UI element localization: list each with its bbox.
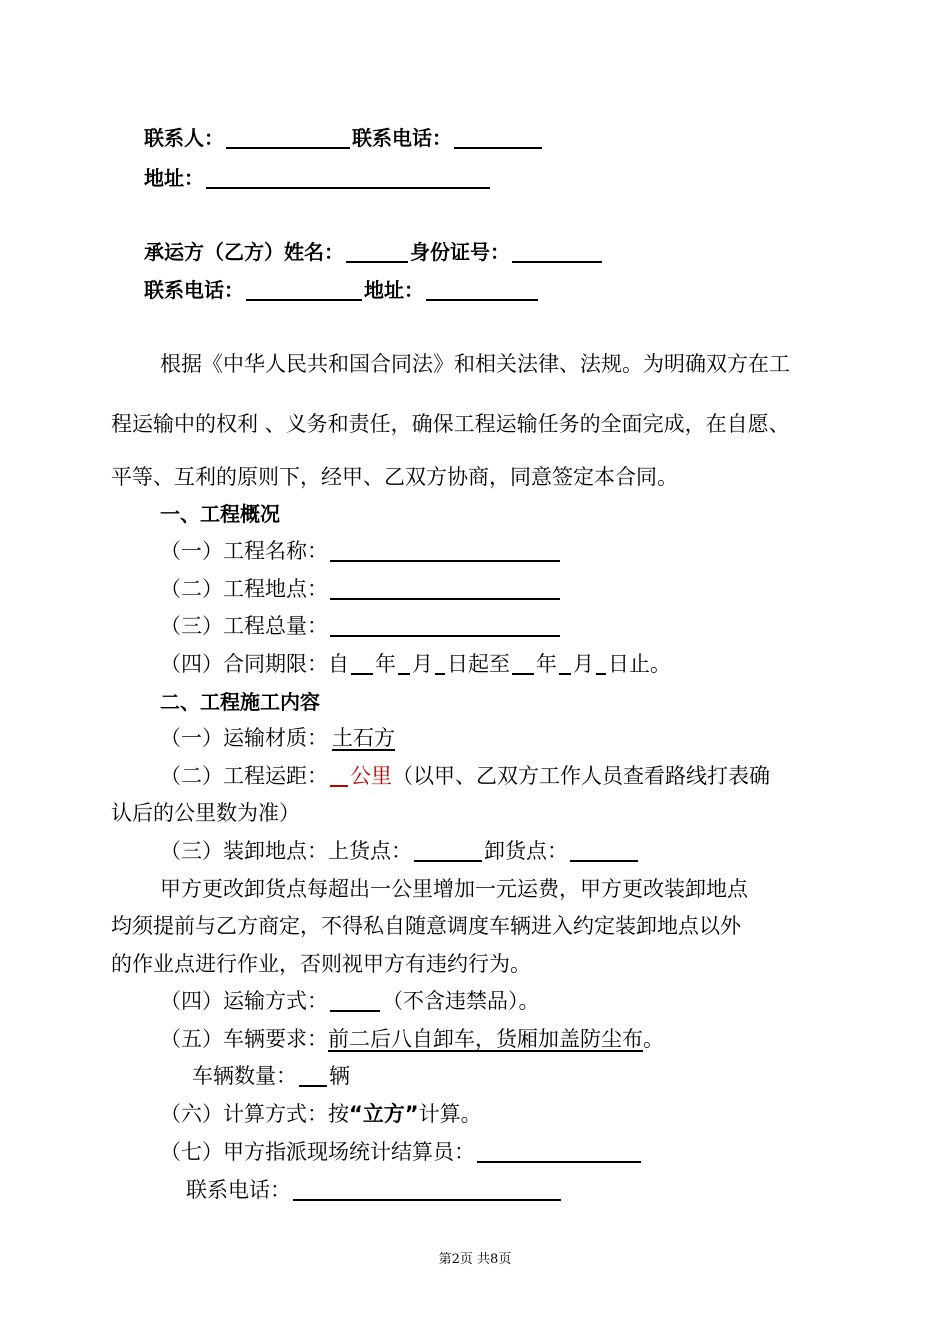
settler-phone-line [186, 1176, 563, 1204]
settler-phone-blank [293, 1179, 561, 1201]
vehicle-count-unit: 辆 [329, 1064, 350, 1088]
project-location-blank [330, 578, 560, 600]
project-volume-label: （三）工程总量： [160, 614, 328, 638]
page-number: 第2页 共8页 [438, 1252, 512, 1267]
carrier-address-label: 地址： [364, 278, 424, 302]
method-blank [330, 990, 380, 1012]
loading-line [160, 837, 640, 865]
change-line-2: 均须提前与乙方商定，不得私自随意调度车辆进入约定装卸地点以外 [111, 914, 741, 938]
party-b-name-line [144, 238, 604, 266]
vehicle-count-blank [299, 1065, 327, 1087]
intro-line-2: 程运输中的权利 、义务和责任，确保工程运输任务的全面完成，在自愿、 [111, 412, 790, 436]
project-volume-line [160, 612, 562, 640]
start-year-blank [351, 653, 373, 675]
phone-blank [454, 127, 542, 149]
distance-label: （二）工程运距： [160, 764, 328, 788]
distance-note: （以甲、乙双方工作人员查看路线打表确 [392, 764, 770, 788]
project-name-blank [330, 540, 560, 562]
vehicle-end: 。 [643, 1027, 664, 1051]
year-text-2: 年 [536, 652, 557, 676]
carrier-phone-label: 联系电话： [144, 278, 244, 302]
end-year-blank [512, 653, 534, 675]
carrier-name-blank [346, 241, 408, 263]
section1-heading: 一、工程概况 [160, 502, 280, 526]
method-label: （四）运输方式： [160, 989, 328, 1013]
contact-label: 联系人： [144, 126, 224, 150]
party-b-phone-line [144, 276, 540, 304]
calculation-line [160, 1100, 482, 1128]
phone-label: 联系电话： [352, 126, 452, 150]
contract-period-line [160, 650, 671, 678]
end-month-blank [559, 653, 571, 675]
year-text: 年 [375, 652, 396, 676]
transport-method-line [160, 987, 540, 1015]
intro-line-1: 根据《中华人民共和国合同法》和相关法律、法规。为明确双方在工 [160, 352, 790, 376]
change-line-3: 的作业点进行作业，否则视甲方有违约行为。 [111, 952, 531, 976]
distance-note-line-2: 认后的公里数为准） [111, 801, 300, 825]
intro-line-3: 平等、互利的原则下，经甲、乙双方协商，同意签定本合同。 [111, 465, 678, 489]
start-month-blank [398, 653, 410, 675]
section2-heading: 二、工程施工内容 [160, 690, 320, 714]
vehicle-count-line [192, 1062, 350, 1090]
id-label: 身份证号： [410, 240, 510, 264]
method-note: （不含违禁品）。 [382, 989, 540, 1013]
loading-blank [414, 840, 482, 862]
material-value: 土石方 [332, 726, 395, 750]
month-text-2: 月 [573, 652, 594, 676]
end-day-blank [596, 653, 606, 675]
carrier-phone-blank [246, 279, 362, 301]
project-volume-blank [330, 615, 560, 637]
day-from-text: 日起至 [447, 652, 510, 676]
carrier-name-label: 承运方（乙方）姓名： [144, 240, 344, 264]
distance-unit: 公里 [350, 764, 392, 788]
period-label: （四）合同期限：自 [160, 652, 349, 676]
distance-blank [330, 765, 348, 787]
settler-line [160, 1138, 643, 1166]
day-end-text: 日止。 [608, 652, 671, 676]
address-blank [206, 167, 490, 189]
id-blank [512, 241, 602, 263]
material-line [160, 724, 399, 752]
vehicle-label: （五）车辆要求： [160, 1027, 328, 1051]
calc-end: 计算。 [418, 1102, 482, 1126]
contact-blank [226, 127, 350, 149]
loading-label: （三）装卸地点：上货点： [160, 839, 412, 863]
start-day-blank [435, 653, 445, 675]
calc-label: （六）计算方式：按 [160, 1102, 349, 1126]
carrier-address-blank [426, 279, 538, 301]
calc-value: “立方” [349, 1102, 419, 1126]
party-a-address-line [144, 164, 492, 192]
project-location-label: （二）工程地点： [160, 577, 328, 601]
settler-phone-label: 联系电话： [186, 1178, 291, 1202]
vehicle-value: 前二后八自卸车，货厢加盖防尘布 [328, 1027, 643, 1051]
settler-label: （七）甲方指派现场统计结算员： [160, 1140, 475, 1164]
vehicle-count-label: 车辆数量： [192, 1064, 297, 1088]
distance-line [160, 762, 770, 790]
material-label: （一）运输材质： [160, 726, 328, 750]
settler-blank [477, 1141, 641, 1163]
vehicle-requirement-line [160, 1025, 664, 1053]
project-location-line [160, 575, 562, 603]
change-line-1: 甲方更改卸货点每超出一公里增加一元运费，甲方更改装卸地点 [160, 877, 748, 901]
unloading-blank [570, 840, 638, 862]
party-a-contact-line [144, 124, 544, 152]
project-name-line [160, 537, 562, 565]
month-text: 月 [412, 652, 433, 676]
project-name-label: （一）工程名称： [160, 539, 328, 563]
address-label: 地址： [144, 166, 204, 190]
unloading-label: 卸货点： [484, 839, 568, 863]
